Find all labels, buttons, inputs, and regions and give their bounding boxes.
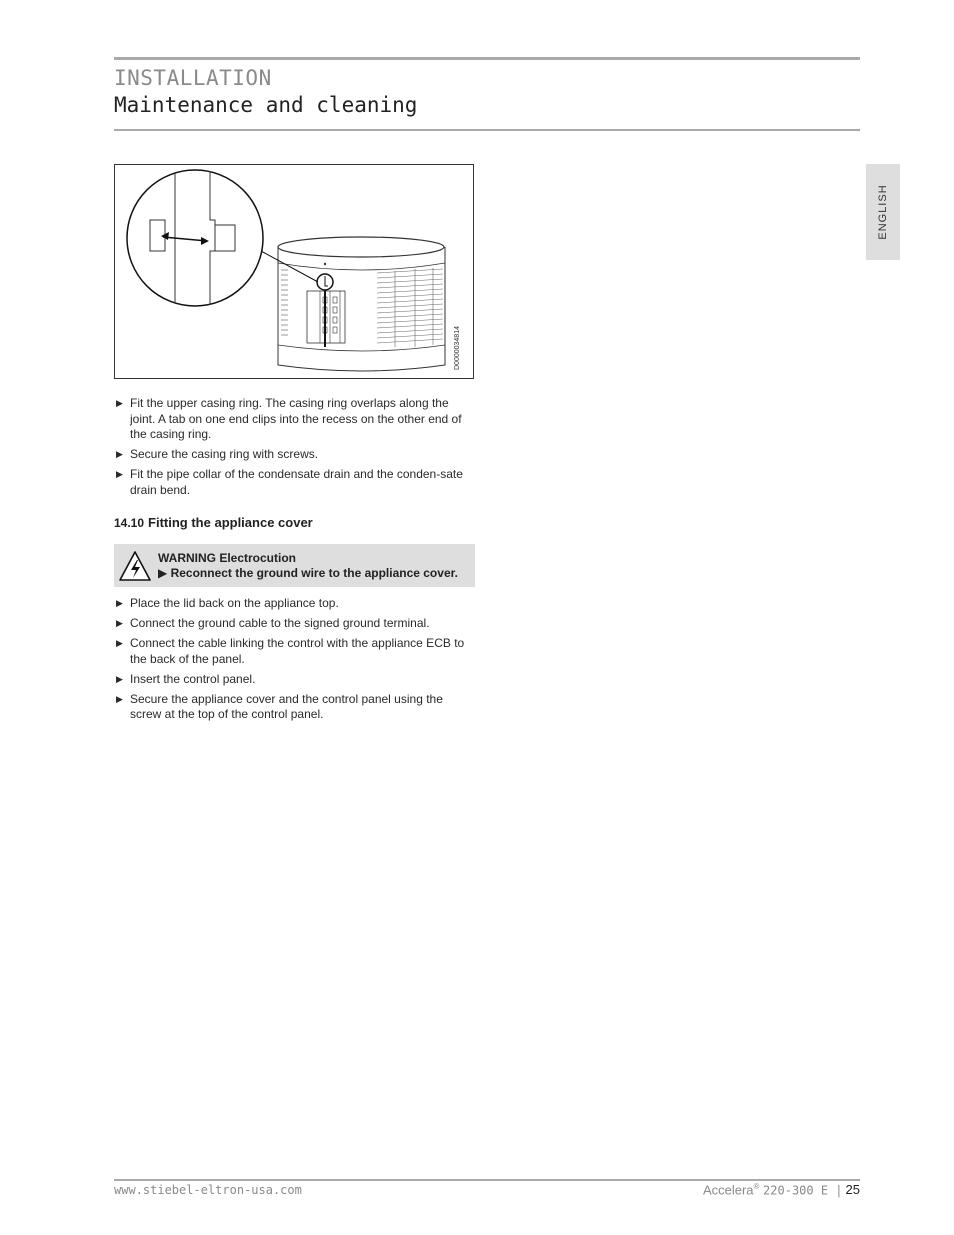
warning-title: WARNING Electrocution <box>158 551 297 565</box>
footer-registered-mark: ® <box>753 1182 760 1191</box>
list-item: ▶ Secure the appliance cover and the control panel using the screw at the top of the control panel. <box>114 692 474 723</box>
header-rule-bottom <box>114 129 860 131</box>
appliance-cover-steps <box>114 596 474 727</box>
list-item: ▶ Connect the ground cable to the signed ground terminal. <box>114 616 474 632</box>
casing-ring-steps <box>114 396 474 503</box>
list-item: ▶ Secure the casing ring with screws. <box>114 447 474 463</box>
footer-model: 220-300 E | <box>763 1183 843 1198</box>
footer-product-name: Accelera <box>702 1182 754 1198</box>
subsection-title: Fitting the appliance cover <box>148 515 313 530</box>
figure-code: D0000034814 <box>454 326 461 370</box>
section-title: INSTALLATION <box>114 66 272 90</box>
electrocution-warning-icon <box>118 550 152 582</box>
language-tab[interactable] <box>866 164 900 260</box>
subsection-number: 14.10 <box>114 516 145 530</box>
list-item: ▶ Place the lid back on the appliance top. <box>114 596 474 612</box>
subsection-heading <box>114 515 313 530</box>
warning-text: ▶ Reconnect the ground wire to the appliance cover. <box>158 566 458 580</box>
casing-ring-illustration <box>114 164 474 379</box>
header-rule-top <box>114 57 860 60</box>
footer-rule <box>114 1179 860 1181</box>
footer-product <box>703 1182 860 1197</box>
warning-box <box>114 544 475 587</box>
list-item: ▶ Fit the upper casing ring. The casing ring overlaps along the joint. A tab on one end clips into the recess on the other end of the casing ring. <box>114 396 474 443</box>
list-item: ▶ Connect the cable linking the control with the appliance ECB to the back of the panel. <box>114 636 474 667</box>
footer-url[interactable]: www.stiebel-eltron-usa.com <box>114 1183 302 1197</box>
language-tab-label: ENGLISH <box>877 184 889 240</box>
casing-ring-drawing <box>115 165 475 380</box>
page-title: Maintenance and cleaning <box>114 93 418 117</box>
page-number: 25 <box>845 1182 860 1198</box>
list-item: ▶ Fit the pipe collar of the condensate drain and the conden-sate drain bend. <box>114 467 474 498</box>
list-item: ▶ Insert the control panel. <box>114 672 474 688</box>
